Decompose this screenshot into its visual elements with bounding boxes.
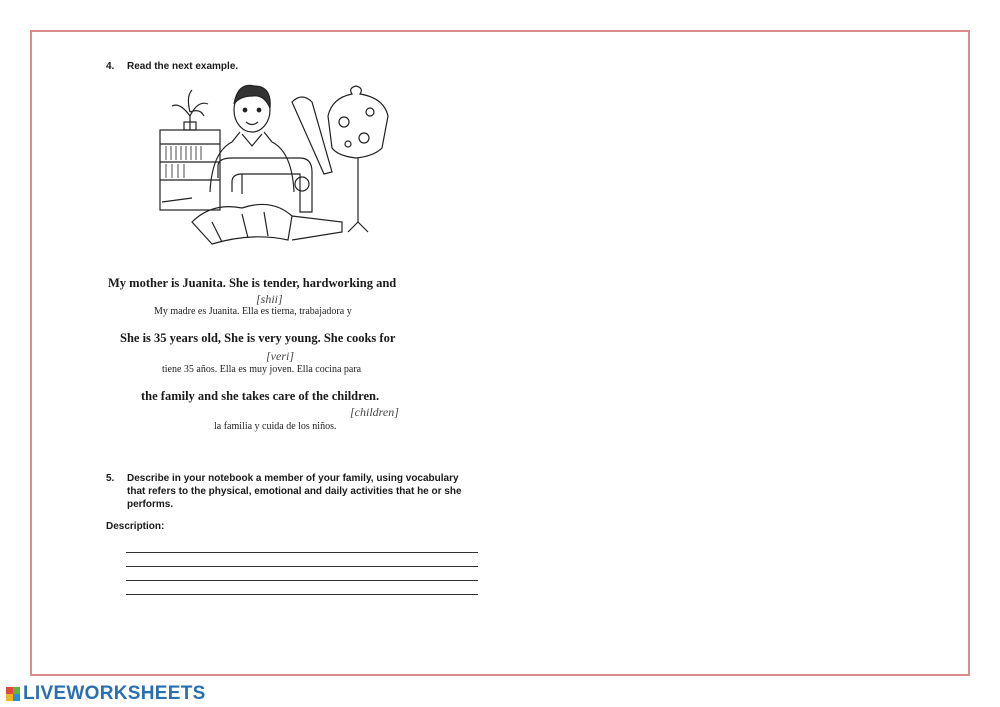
passage-spanish-line-2: tiene 35 años. Ella es muy joven. Ella cocina para xyxy=(162,364,362,375)
liveworksheets-brand-text: LIVEWORKSHEETS xyxy=(23,683,206,704)
passage-english-line-3: the family and she takes care of the children. xyxy=(141,389,380,403)
question-4-text: Read the next example. xyxy=(127,61,239,72)
question-4-number: 4. xyxy=(106,61,115,72)
seamstress-illustration-icon xyxy=(152,82,402,257)
answer-line-1[interactable] xyxy=(126,552,478,553)
pronunciation-veri: [veri] xyxy=(266,349,294,363)
question-5-number: 5. xyxy=(106,473,115,484)
liveworksheets-logo xyxy=(6,684,206,704)
answer-line-4[interactable] xyxy=(126,594,478,595)
question-5-line-1: Describe in your notebook a member of your family, using vocabulary xyxy=(127,473,459,484)
description-label: Description: xyxy=(106,521,165,532)
answer-line-3[interactable] xyxy=(126,580,478,581)
question-5-line-3: performs. xyxy=(127,499,174,510)
question-5-line-2: that refers to the physical, emotional and daily activities that he or she xyxy=(127,486,462,497)
liveworksheets-logo-icon xyxy=(6,687,20,701)
question-5-text xyxy=(127,472,497,511)
passage-spanish-line-3: la familia y cuida de los niños. xyxy=(214,421,337,432)
passage-english-line-2: She is 35 years old, She is very young. She cooks for xyxy=(120,331,396,345)
pronunciation-children: [children] xyxy=(350,405,399,419)
passage-spanish-line-1: My madre es Juanita. Ella es tierna, trabajadora y xyxy=(154,306,352,317)
pronunciation-shii: [shii] xyxy=(256,292,283,306)
answer-line-2[interactable] xyxy=(126,566,478,567)
passage-english-line-1: My mother is Juanita. She is tender, hardworking and xyxy=(108,276,397,290)
